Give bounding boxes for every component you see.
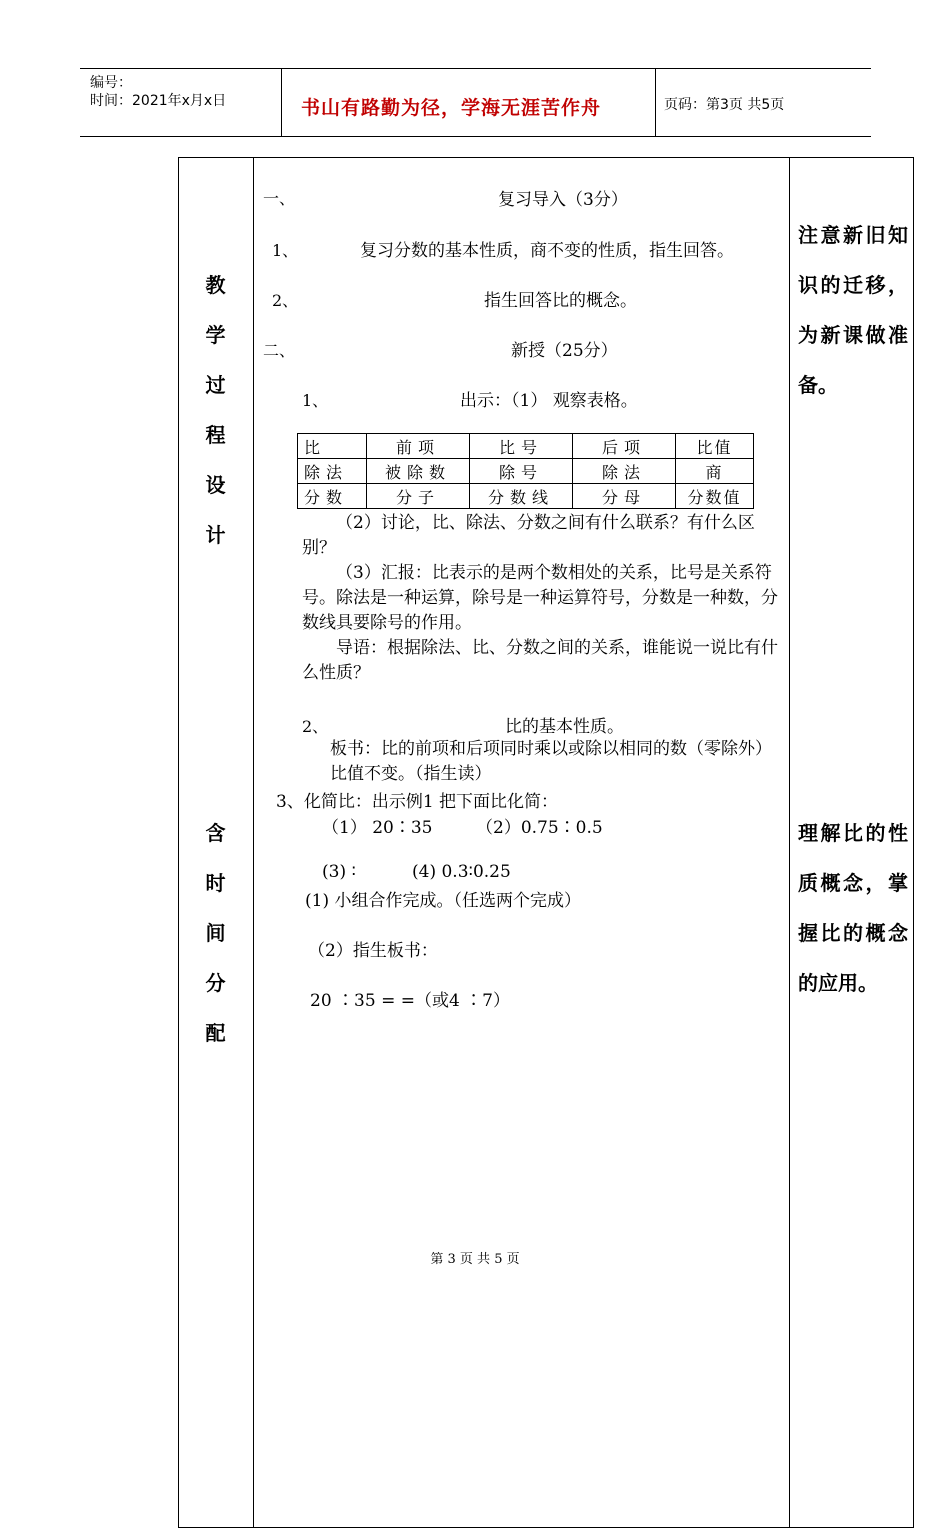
section-2-title: 新授（25分） xyxy=(511,341,618,361)
table-cell: 商 xyxy=(676,459,754,484)
table-cell: 后项 xyxy=(573,434,676,459)
table-cell: 被除数 xyxy=(367,459,470,484)
table-cell: 分子 xyxy=(367,484,470,509)
column-divider-right xyxy=(789,157,790,1528)
table-cell: 分数值 xyxy=(676,484,754,509)
table-cell: 分数 xyxy=(298,484,367,509)
left-char: 含 xyxy=(205,821,226,845)
item-2-2-number: 2、 xyxy=(302,717,329,736)
note-first: 注意新旧知识的迁移，为新课做准备。 xyxy=(798,223,908,397)
example-3: (3) ∶ xyxy=(322,862,356,882)
table-row xyxy=(298,459,754,484)
item-2-1-number: 1、 xyxy=(302,391,329,410)
board-paragraph: 板书：比的前项和后项同时乘以或除以相同的数（零除外）比值不变。（指生读） xyxy=(330,739,772,784)
header-bottom-rule xyxy=(80,136,871,137)
left-column-bottom xyxy=(178,808,253,1058)
left-char: 配 xyxy=(205,1021,226,1045)
table-cell: 除法 xyxy=(573,459,676,484)
ratio-comparison-table xyxy=(297,433,754,509)
serial-label: 编号： xyxy=(90,75,132,91)
table-cell: 比号 xyxy=(470,434,573,459)
table-cell: 前项 xyxy=(367,434,470,459)
left-char: 学 xyxy=(205,323,226,347)
page-footer: 第 3 页 共 5 页 xyxy=(430,1252,520,1267)
page-label: 页码：第3页 共5页 xyxy=(664,97,785,113)
table-cell: 比值 xyxy=(676,434,754,459)
item-1-1-number: 1、 xyxy=(272,241,299,260)
header-top-rule xyxy=(80,68,871,69)
left-column-top xyxy=(178,260,253,560)
example-2: （2）0.75∶0.5 xyxy=(476,818,603,838)
left-char: 间 xyxy=(205,921,226,945)
group-work-text: (1) 小组合作完成。（任选两个完成） xyxy=(305,891,581,911)
table-row xyxy=(298,484,754,509)
discussion-paragraph: （2）讨论，比、除法、分数之间有什么联系？有什么区别？ xyxy=(302,513,755,558)
section-1-title: 复习导入（3分） xyxy=(498,190,628,210)
table-cell: 除法 xyxy=(298,459,367,484)
header-divider-2 xyxy=(655,68,656,136)
answer-text: 20 ∶35 = =（或4 ∶7） xyxy=(310,991,510,1011)
example-1: （1） 20∶35 xyxy=(322,818,433,838)
left-char: 设 xyxy=(205,473,226,497)
item-1-1-text: 复习分数的基本性质，商不变的性质，指生回答。 xyxy=(360,241,734,261)
item-1-2-number: 2、 xyxy=(272,291,299,310)
note-second: 理解比的性质概念，掌握比的概念的应用。 xyxy=(798,821,908,995)
table-row xyxy=(298,434,754,459)
date-line: 时间：2021年x月x日 xyxy=(90,93,227,109)
board-instruction: （2）指生板书： xyxy=(308,941,438,961)
table-cell: 分数线 xyxy=(470,484,573,509)
header-divider-1 xyxy=(281,68,282,136)
item-2-3-text: 3、化简比：出示例1 把下面比化简： xyxy=(276,792,559,812)
example-4: (4) 0.3∶0.25 xyxy=(412,862,511,882)
table-cell: 比 xyxy=(298,434,367,459)
column-divider-left xyxy=(253,157,254,1528)
item-1-2-text: 指生回答比的概念。 xyxy=(484,291,637,311)
left-char: 教 xyxy=(205,273,226,297)
item-2-1-text: 出示：（1） 观察表格。 xyxy=(460,391,638,411)
left-char: 计 xyxy=(205,523,226,547)
left-char: 程 xyxy=(205,423,226,447)
header-motto: 书山有路勤为径，学海无涯苦作舟 xyxy=(301,97,602,119)
table-cell: 除号 xyxy=(470,459,573,484)
guide-paragraph: 导语：根据除法、比、分数之间的关系，谁能说一说比有什么性质？ xyxy=(302,638,778,683)
left-char: 分 xyxy=(205,971,226,995)
left-char: 过 xyxy=(205,373,226,397)
left-char: 时 xyxy=(205,871,226,895)
report-paragraph: （3）汇报：比表示的是两个数相处的关系，比号是关系符号。除法是一种运算，除号是一种运算符号，分数是一种数，分数线具要除号的作用。 xyxy=(302,563,778,633)
section-2-number: 二、 xyxy=(263,341,296,360)
item-2-2-text: 比的基本性质。 xyxy=(505,717,624,737)
section-1-number: 一、 xyxy=(263,189,296,208)
table-cell: 分母 xyxy=(573,484,676,509)
